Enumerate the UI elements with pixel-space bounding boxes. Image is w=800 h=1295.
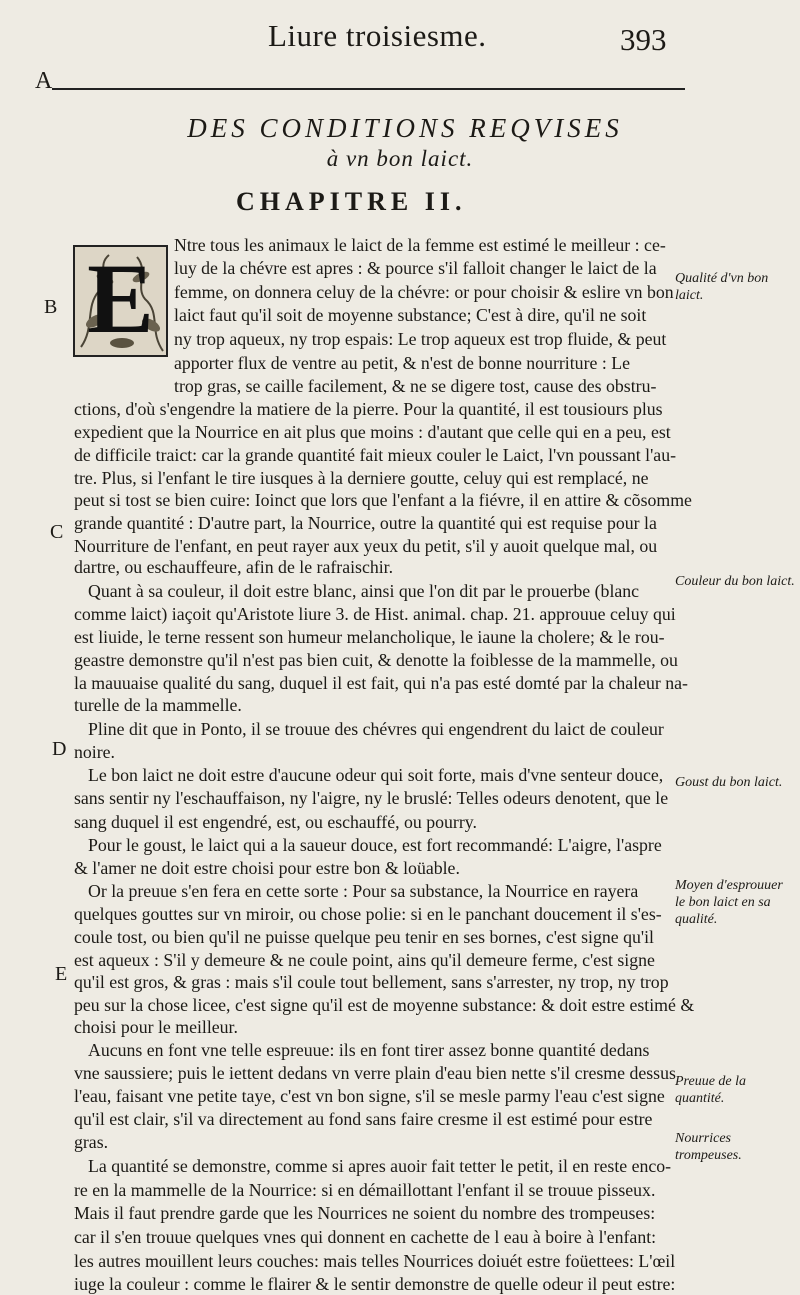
margin-letter-c: C — [50, 521, 64, 543]
margin-letter-d: D — [52, 738, 67, 760]
text-line: Mais il faut prendre garde que les Nourrices ne soient du nombre des trompeuses: — [74, 1203, 656, 1223]
text-line: turelle de la mammelle. — [74, 695, 242, 715]
page-number: 393 — [620, 22, 667, 57]
side-note: Moyen d'esprouuer le bon laict en sa qualité. — [675, 878, 783, 927]
text-line: peut si tost se bien cuire: Ioinct que lors que l'enfant a la fiévre, il en attire & cõsomme — [74, 490, 692, 510]
text-line: gras. — [74, 1132, 109, 1152]
text-line: noire. — [74, 742, 115, 762]
text-line: sans sentir ny l'eschauffaison, ny l'aigre, ny le bruslé: Telles odeurs denotent, que le — [74, 788, 669, 808]
text-line: Aucuns en font vne telle espreuue: ils en font tirer assez bonne quantité dedans — [88, 1040, 650, 1060]
text-line: apporter flux de ventre au petit, & n'est de bonne nourriture : Le — [174, 353, 630, 373]
text-line: comme laict) iaçoit qu'Aristote liure 3. de Hist. animal. chap. 21. approuue celuy qui — [74, 604, 676, 624]
text-line: sang duquel il est engendré, est, ou eschauffé, ou pourry. — [74, 812, 477, 832]
text-line: vne saussiere; puis le iettent dedans vn verre plain d'eau bien nette s'il cresme dessus — [74, 1063, 676, 1083]
text-line: Nourriture de l'enfant, en peut rayer aux yeux du petit, s'il y auoit quelque mal, ou — [74, 536, 658, 556]
text-line: de difficile traict: car la grande quantité fait mieux couler le Laict, l'vn poussant l'au- — [74, 445, 677, 465]
text-line: qu'il est clair, s'il va directement au fond sans faire cresme il est estimé pour estre — [74, 1109, 653, 1129]
margin-letter-e: E — [55, 963, 68, 985]
text-line: La quantité se demonstre, comme si apres auoir fait tetter le petit, il en reste enco- — [88, 1156, 672, 1176]
header-rule — [52, 88, 685, 90]
text-line: Le bon laict ne doit estre d'aucune odeur qui soit forte, mais d'vne senteur douce, — [88, 765, 664, 785]
text-line: laict faut qu'il soit de moyenne substance; C'est à dire, qu'il ne soit — [174, 305, 647, 325]
text-line: & l'amer ne doit estre choisi pour estre bon & loüable. — [74, 858, 460, 878]
margin-letter-a: A — [35, 68, 53, 94]
side-note: Nourrices trompeuses. — [675, 1131, 742, 1163]
text-line: qu'il est gros, & gras : mais s'il coule tout bellement, sans s'arrester, ny trop, ny trop — [74, 972, 669, 992]
running-header: Liure troisiesme. — [268, 18, 487, 53]
text-line: Ntre tous les animaux le laict de la femme est estimé le meilleur : ce- — [174, 235, 666, 255]
text-line: quelques gouttes sur vn miroir, ou chose polie: si en le panchant doucement il s'es- — [74, 904, 662, 924]
text-line: trop gras, se caille facilement, & ne se digere tost, cause des obstru- — [174, 376, 657, 396]
text-line: la mauuaise qualité du sang, duquel il est fait, qui n'a pas esté domté par la chaleur na- — [74, 673, 688, 693]
text-line: les autres mouillent leurs couches: mais telles Nourrices doiuét estre foüettees: L'œil — [74, 1251, 676, 1271]
text-line: Pour le goust, le laict qui a la saueur douce, est fort recommandé: L'aigre, l'aspre — [88, 835, 662, 855]
text-line: expedient que la Nourrice en ait plus que moins : d'autant que celle qui en a peu, est — [74, 422, 671, 442]
side-note: Couleur du bon laict. — [675, 574, 795, 589]
text-line: ctions, d'où s'engendre la matiere de la pierre. Pour la quantité, il est tousiours plus — [74, 399, 663, 419]
text-line: geastre demonstre qu'il n'est pas bien cuit, & denotte la foiblesse de la mammelle, ou — [74, 650, 678, 670]
chapter-title: DES CONDITIONS REQVISES — [187, 113, 623, 143]
text-line: l'eau, faisant vne petite taye, c'est vn bon signe, s'il se mesle parmy l'eau c'est signe — [74, 1086, 665, 1106]
text-line: luy de la chévre est apres : & pource s'il falloit changer le laict de la — [174, 258, 657, 278]
text-line: peu sur la chose licee, c'est signe qu'il est de moyenne substance: & doit estre estimé & — [74, 995, 695, 1015]
text-line: ny trop aqueux, ny trop espais: Le trop aqueux est trop fluide, & peut — [174, 329, 667, 349]
text-line: est liuide, le terne ressent son humeur melancholique, le iaune la cholere; & le rou- — [74, 627, 665, 647]
side-note: Qualité d'vn bon laict. — [675, 271, 769, 303]
text-line: Or la preuue s'en fera en cette sorte : Pour sa substance, la Nourrice en rayera — [88, 881, 639, 901]
text-line: choisi pour le meilleur. — [74, 1017, 238, 1037]
text-line: tre. Plus, si l'enfant le tire iusques à la derniere goutte, celuy qui est remplacé, ne — [74, 468, 649, 488]
text-line: femme, on donnera celuy de la chévre: or pour choisir & eslire vn bon — [174, 282, 674, 302]
text-line: car il s'en trouue quelques vnes qui donnent en cachette de l eau à boire à l'enfant: — [74, 1227, 657, 1247]
text-line: Quant à sa couleur, il doit estre blanc, ainsi que l'on dit par le prouerbe (blanc — [88, 581, 640, 601]
side-note: Preuue de la quantité. — [675, 1074, 747, 1106]
chapter-number: CHAPITRE II. — [236, 187, 467, 216]
chapter-subtitle: à vn bon laict. — [326, 146, 474, 171]
text-line: grande quantité : D'autre part, la Nourrice, outre la quantité qui est requise pour la — [74, 513, 657, 533]
text-line: Pline dit que in Ponto, il se trouue des chévres qui engendrent du laict de couleur — [88, 719, 664, 739]
text-line: est aqueux : S'il y demeure & ne coule point, ains qu'il demeure ferme, c'est signe — [74, 950, 655, 970]
text-line: dartre, ou eschauffeure, afin de le rafraischir. — [74, 557, 394, 577]
side-note: Goust du bon laict. — [675, 775, 783, 790]
text-line: re en la mammelle de la Nourrice: si en démaillottant l'enfant il se trouue pisseux. — [74, 1180, 656, 1200]
text-line: iuge la couleur : comme le flairer & le sentir demonstre de quelle odeur il peut estre: — [74, 1274, 676, 1294]
drop-cap-letter: E — [87, 243, 154, 354]
margin-letter-b: B — [44, 296, 58, 318]
text-line: coule tost, ou bien qu'il ne puisse quelque peu tenir en ses bornes, c'est signe qu'il — [74, 927, 654, 947]
